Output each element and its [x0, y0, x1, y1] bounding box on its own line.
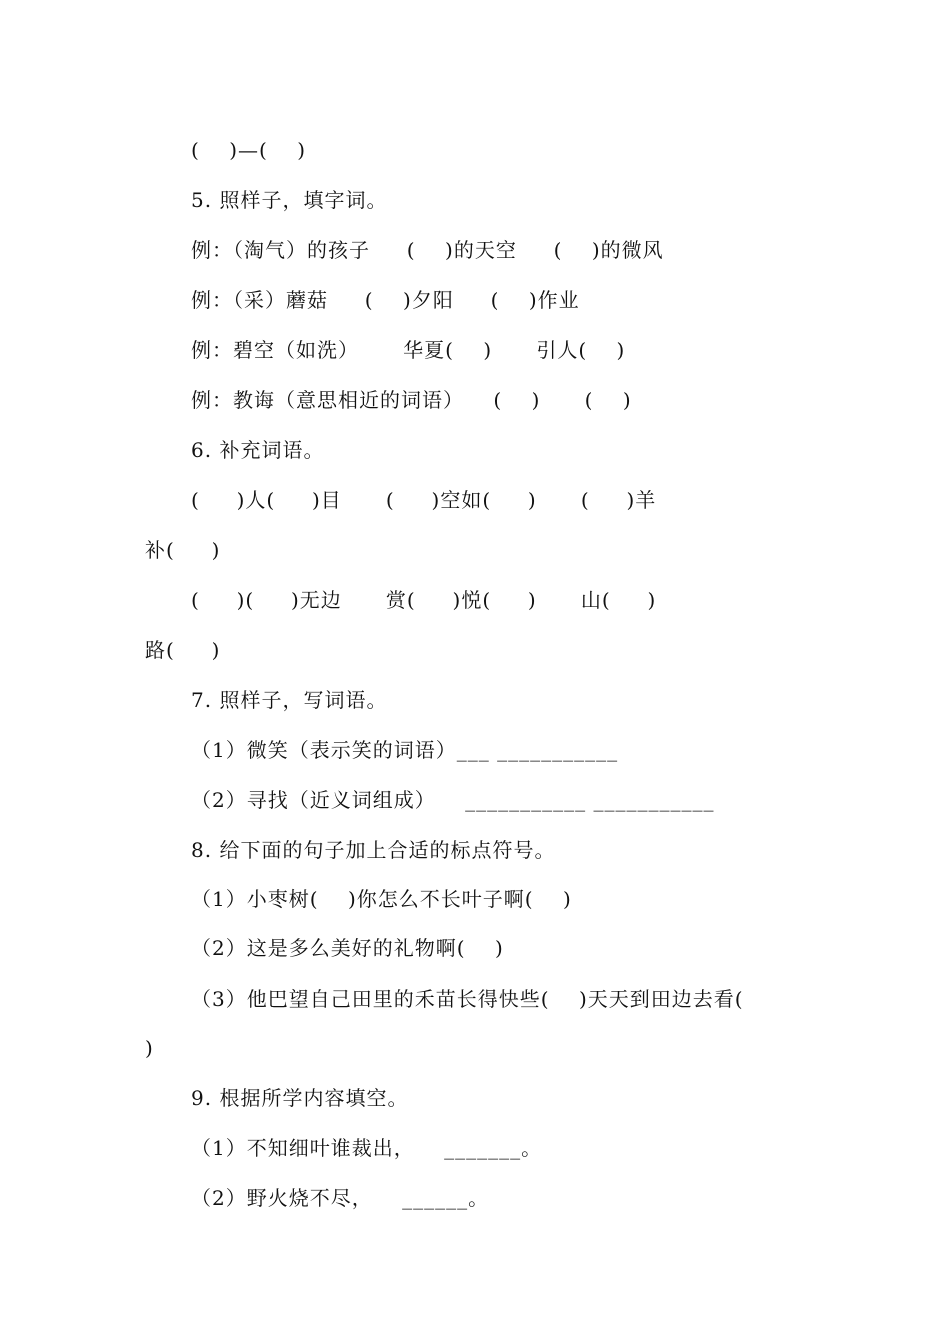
question-6-row-1: ( )人( )目 ( )空如( ) ( )羊 [191, 488, 657, 512]
question-9-item-2: （2）野火烧不尽， ______。 [191, 1186, 490, 1210]
question-6-row-1-continued: 补( ) [145, 538, 221, 562]
question-5-example-4: 例：教诲（意思相近的词语） ( ) ( ) [191, 388, 632, 412]
question-5-heading: 5. 照样子，填字词。 [191, 188, 388, 212]
question-8-item-1: （1）小枣树( )你怎么不长叶子啊( ) [191, 887, 572, 911]
question-6-row-2: ( )( )无边 赏( )悦( ) 山( ) [191, 588, 657, 612]
question-8-item-3: （3）他巴望自己田里的禾苗长得快些( )天天到田边去看( [191, 987, 744, 1011]
question-7-item-2: （2）寻找（近义词组成） ___________ ___________ [191, 788, 715, 812]
question-6-row-2-continued: 路( ) [145, 638, 221, 662]
question-8-heading: 8. 给下面的句子加上合适的标点符号。 [191, 838, 556, 862]
question-5-example-1: 例：（淘气）的孩子 ( )的天空 ( )的微风 [191, 238, 664, 262]
question-9-item-1: （1）不知细叶谁裁出， _______。 [191, 1136, 543, 1160]
question-5-example-3: 例：碧空（如洗） 华夏( ) 引人( ) [191, 338, 626, 362]
question-9-heading: 9. 根据所学内容填空。 [191, 1086, 409, 1110]
question-7-item-1: （1）微笑（表示笑的词语）___ ___________ [191, 738, 619, 762]
question-8-item-2: （2）这是多么美好的礼物啊( ) [191, 936, 504, 960]
question-4-answer-blanks: ( )—( ) [191, 138, 307, 162]
question-8-item-3-continued: ) [145, 1036, 154, 1060]
question-6-heading: 6. 补充词语。 [191, 438, 325, 462]
question-5-example-2: 例：（采）蘑菇 ( )夕阳 ( )作业 [191, 288, 580, 312]
question-7-heading: 7. 照样子，写词语。 [191, 688, 388, 712]
